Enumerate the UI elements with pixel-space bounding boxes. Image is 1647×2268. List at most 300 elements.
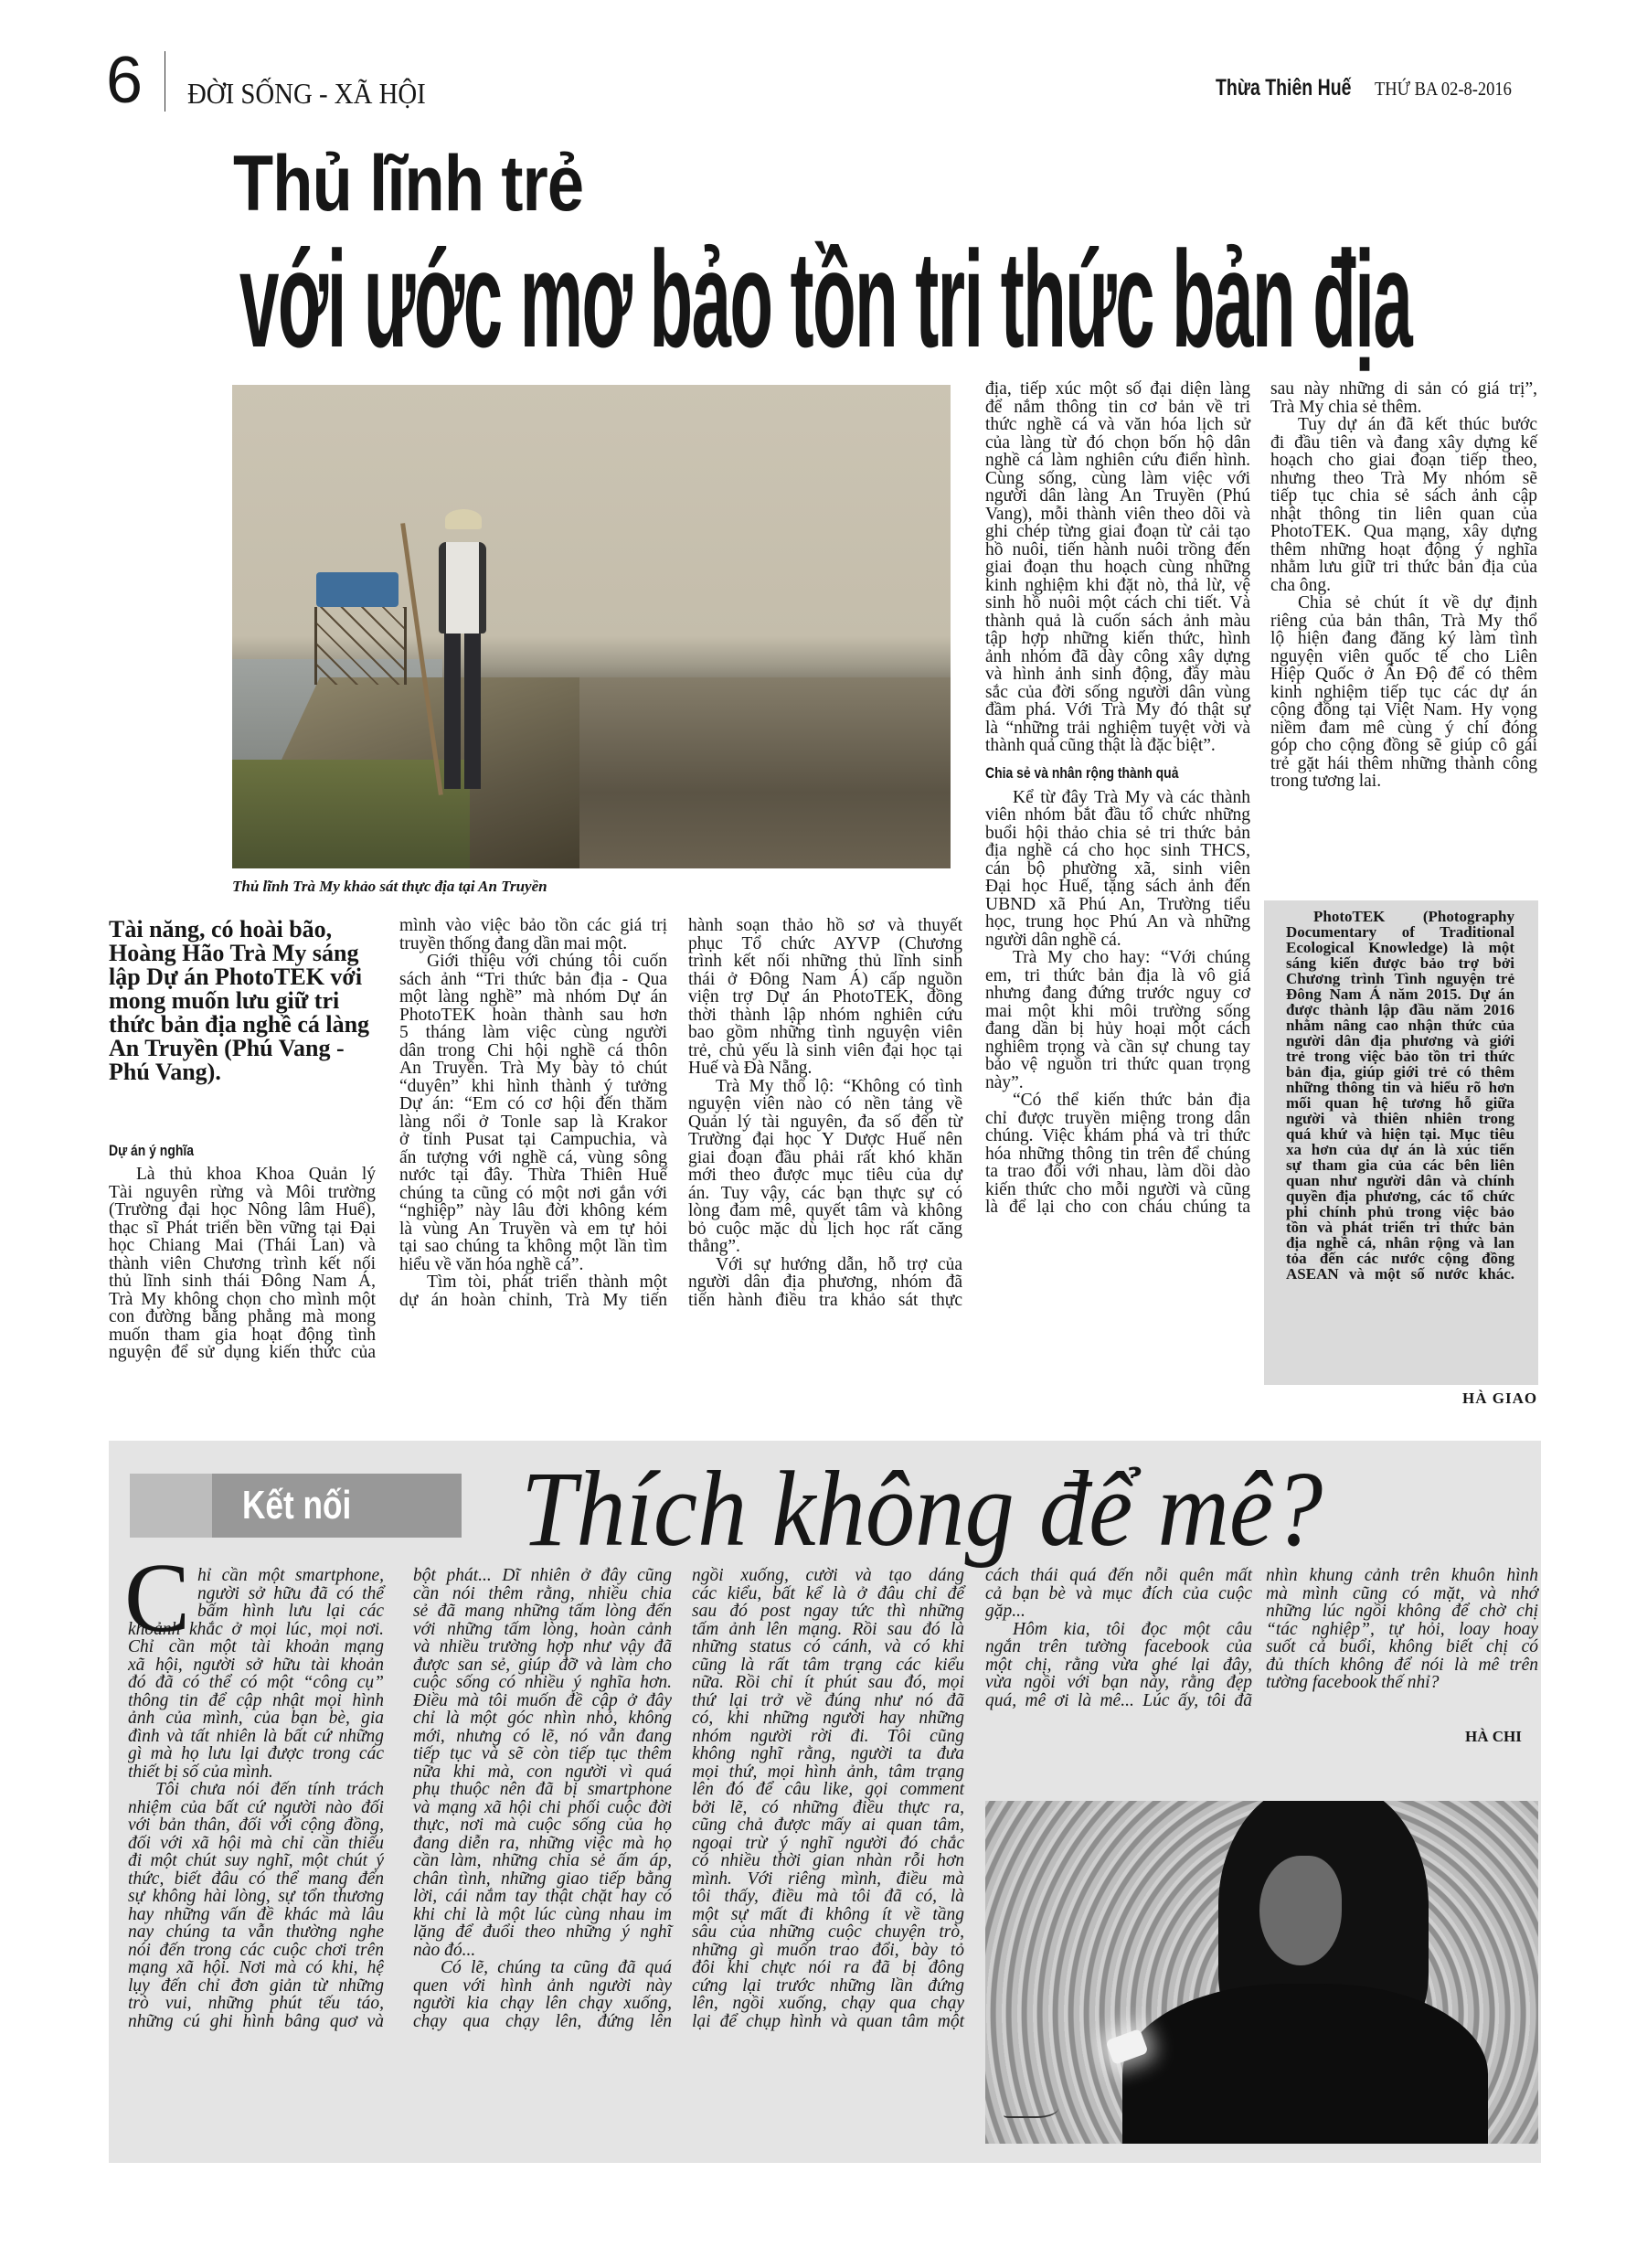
text-line: bởi lẽ, có những điều thực ra, [692, 1797, 964, 1817]
text-line: Documentary of Traditional [1286, 923, 1514, 941]
text-line: người và thiên nhiên trong [1286, 1110, 1514, 1127]
text-line: mới theo được mục tiêu của dự [688, 1166, 962, 1185]
text-line: “duyên” khi hình thành ý tưởng [399, 1076, 667, 1096]
text-line: Là thủ khoa Khoa Quản lý [136, 1165, 376, 1185]
text-line: nghiêm trọng và cần sự chung tay [985, 1037, 1250, 1057]
article-column [1266, 1565, 1538, 1690]
text-line: sách ảnh “Tri thức bản địa - Qua [399, 969, 667, 989]
text-line: đang dần bị hủy hoại một cách [985, 1019, 1250, 1039]
illustration-woman-with-phone [985, 1801, 1538, 2144]
text-line: Cùng sống, cùng làm việc với [985, 468, 1250, 488]
text-line: thực, nơi mà cuộc sống của họ [413, 1815, 672, 1835]
paragraph [985, 1565, 1252, 1619]
text-line: Trường đại học Y Dược Huế nên [688, 1130, 962, 1149]
text-line: để nắm thông tin cơ bản về tri [985, 397, 1250, 417]
text-line: cách thái quá đến nỗi quên mất [985, 1566, 1252, 1585]
text-line: Trà My không chọn cho mình một [109, 1289, 376, 1309]
text-line: PhotoTEK hoàn thành sau hơn [399, 1005, 667, 1025]
text-line: những cú ghi hình bâng quơ và [128, 2011, 384, 2031]
text-line: thái ở Đông Nam Á) cấp nguồn [688, 969, 962, 989]
text-line: những status có cánh, và có khi [692, 1637, 964, 1656]
byline: HÀ GIAO [1462, 1390, 1538, 1407]
text-line: mà mình cũng có mặt, và nhớ [1266, 1583, 1538, 1603]
text-line: này”. [985, 1072, 1024, 1092]
text-line: Có lẽ, chúng ta cũng đã quá [441, 1958, 672, 1977]
article-column [413, 1565, 672, 2031]
text-line: thêm những hoạt động ý nghĩa [1270, 539, 1537, 559]
text-line: Chỉ cần một tài khoản mạng [128, 1637, 384, 1656]
text-line: tôi thấy, điều mà tôi đã có, là [692, 1887, 964, 1906]
artist-signature [1004, 2093, 1058, 2118]
text-line: cộng đồng tại Việt Nam. Hy vọng [1270, 700, 1537, 719]
text-line: Ecological Knowledge) là một [1286, 939, 1514, 956]
text-line: UBND xã Phú An, Trường tiểu [985, 894, 1250, 914]
text-line: đôi khi chực nói ra đã bị đông [692, 1958, 964, 1977]
text-line: nhưng theo Trà My nhóm sẽ [1270, 468, 1537, 488]
text-line: Tôi chưa nói đến tính trách [155, 1780, 384, 1799]
text-line: tỏa đến các nước cộng đồng [1286, 1250, 1514, 1267]
text-line: giai đoạn đầu phải rất khó khăn [688, 1147, 962, 1167]
paragraph [1266, 1565, 1538, 1690]
text-line: viên nhóm bắt đầu tổ chức những [985, 805, 1250, 825]
text-line: những lúc ngồi không để chờ chị [1266, 1602, 1538, 1621]
text-line: tấm ảnh lên mạng. Rồi sau đó là [692, 1619, 964, 1639]
text-line: thành quả là cuốn sách ảnh màu [985, 611, 1250, 631]
text-line: người sở hữu đã có thể [197, 1583, 384, 1603]
text-line: đi một chút suy nghĩ, một chút ý [128, 1851, 384, 1870]
text-line: vừa ngồi với bạn này, rằng đẹp [985, 1673, 1252, 1692]
text-line: thành viên Chương trình kết nối [109, 1253, 376, 1273]
text-line: là “những trải nghiệm tuyệt vời và [985, 718, 1250, 738]
text-line: ảnh nhóm đã dày công xây dựng [985, 646, 1250, 666]
text-line: Điều mà tôi muốn đề cập ở đây [413, 1690, 672, 1710]
text-line: học Chiang Mai (Thái Lan) và [109, 1236, 376, 1256]
article-photo-fisher-woman [232, 385, 951, 868]
text-line: là vùng An Truyền và em tự hỏi [399, 1219, 667, 1239]
text-line: Dự án: “Em có cơ hội đến thăm [399, 1094, 667, 1113]
paragraph [985, 947, 1250, 1090]
text-line: nhóm người rời đi. Tôi cũng [692, 1726, 964, 1746]
text-line: sâu của những cuộc chuyện trò, [692, 1922, 964, 1942]
text-line: bản địa, giúp giới trẻ có thêm [1286, 1063, 1514, 1081]
paragraph [399, 1272, 667, 1310]
paragraph [1270, 378, 1537, 417]
text-line: Giới thiệu với chúng tôi cuốn [427, 952, 667, 971]
stilt-hut [316, 572, 398, 607]
text-line: riêng của bản thân, Trà My thổ [1270, 611, 1537, 631]
paragraph [124, 1544, 384, 1782]
text-line: trong tương lai. [1270, 772, 1382, 791]
text-line: An Truyền (Phú Vang - [109, 1035, 345, 1061]
silhouette-body [1122, 1984, 1488, 2144]
text-line: hiểu về văn hóa nghề cá”. [399, 1254, 584, 1274]
photo-caption: Thủ lĩnh Trà My khảo sát thực địa tại An Truyền [232, 878, 547, 895]
label-accent [130, 1474, 212, 1538]
text-line: Chương trình Tình nguyện trẻ [1286, 970, 1514, 987]
text-line: và hình ảnh sinh động, đầy màu [985, 665, 1250, 684]
text-line: nữa khi mà, con người vì quá [413, 1762, 672, 1782]
text-line: sáng kiến được bảo trợ bởi [1286, 954, 1514, 972]
text-line: thạc sĩ Phát triển bền vững tại Đại [109, 1218, 376, 1238]
text-line: có nhiều thời gian nhàn rỗi hơn [692, 1851, 964, 1870]
text-line: sự tham gia của các bên liên [1286, 1156, 1514, 1174]
text-line: hồ nuôi, tiến hành nuôi trồng đến [985, 539, 1250, 559]
text-line: và nhiều trường hợp như vậy đã [413, 1637, 672, 1656]
text-line: cũng chả được mấy ai quan tâm, [692, 1815, 964, 1835]
text-line: nghề cá làm nghiên cứu điển hình. [985, 451, 1250, 470]
text-line: mọi thứ, mọi hình ảnh, tâm trạng [692, 1762, 964, 1782]
text-line: là để lại cho con cháu chúng ta [985, 1198, 1250, 1218]
article-2-headline: Thích không để mê? [521, 1449, 1323, 1569]
text-line: Tài nguyên rừng và Môi trường [109, 1182, 376, 1202]
text-line: Với sự hướng dẫn, hỗ trợ của [716, 1254, 962, 1274]
text-line: mối quan hệ tương hỗ giữa [1286, 1094, 1514, 1112]
paragraph [1270, 414, 1537, 595]
info-box-text [1286, 908, 1514, 1281]
text-line: cần nói thêm rằng, nhiều chia [413, 1583, 672, 1603]
text-line: Hôm kia, tôi đọc một câu [1013, 1619, 1252, 1639]
text-line: nguyện để sử dụng kiến thức của [109, 1343, 376, 1363]
text-line: thành quả cũng thật là đặc biệt”. [985, 736, 1216, 755]
text-line: sau đó post ngay tức thì những [692, 1602, 964, 1621]
text-line: người dân địa phương và giới [1286, 1032, 1514, 1049]
text-line: Đông Nam Á năm 2015. Dự án [1286, 985, 1514, 1003]
text-line: sau này những di sản có giá trị”, [1270, 379, 1537, 399]
text-line: ASEAN và một số nước khác. [1286, 1265, 1514, 1283]
text-line: lặng để đuổi theo những ý nghĩ [413, 1922, 672, 1942]
text-line: quá, mê ơi là mê... Lúc ấy, tôi đã [985, 1690, 1252, 1710]
text-line: hỉ cần một smartphone, [197, 1566, 384, 1585]
text-line: phục Tổ chức AYVP (Chương [688, 933, 962, 953]
text-line: cứng lại trước những lần đứng [692, 1975, 964, 1996]
text-line: lòng đam mê, quyết tâm và không [688, 1201, 962, 1220]
text-line: sự không hài lòng, sự tổn thương [128, 1887, 384, 1906]
text-line: với những tấm lòng, hoàn cảnh [413, 1619, 672, 1639]
text-line: những thông tin và hiểu rõ hơn [1286, 1079, 1514, 1096]
paragraph [1270, 592, 1537, 789]
text-line: đình và tất nhiên là bất cứ những [128, 1726, 384, 1746]
text-line: đi đầu tiên và đang xây dựng kế [1270, 432, 1537, 453]
paragraph [688, 915, 962, 1076]
text-line: Tuy dự án đã kết thúc bước [1298, 415, 1537, 434]
info-box-phototek [1264, 900, 1538, 1385]
text-line: kinh nghiệm tiếp tục các dự án [1270, 682, 1537, 702]
text-line: quen với hình ảnh người này [413, 1975, 672, 1996]
text-line: nguyện viên nào có nền tảng về [688, 1094, 962, 1113]
text-line: xa hơn của dự án là xúc tiến [1286, 1141, 1514, 1158]
text-line: nguyện viên quốc tế cho Liên [1270, 646, 1537, 666]
text-line: cũng là rất tâm trạng các kiểu [692, 1655, 964, 1675]
text-line: nhìn khung cảnh trên khuôn hình [1266, 1566, 1538, 1585]
text-line: khi chỉ là một lúc cùng nhau im [413, 1904, 672, 1924]
headline-line-1: Thủ lĩnh trẻ [233, 140, 584, 228]
paragraph [985, 787, 1250, 948]
text-line: chúng. Việc khám phá và tri thức [985, 1126, 1250, 1146]
text-line: địa, tiếp xúc một số đại diện làng [985, 379, 1250, 399]
text-line: thời thành lập nhóm nghiên cứu [688, 1005, 962, 1025]
text-line: cha ông. [1270, 575, 1332, 595]
drop-cap: C [124, 1544, 191, 1653]
text-line: 5 tháng làm việc cùng người [399, 1023, 667, 1042]
text-line: hóa những thông tin trên để chúng [985, 1144, 1250, 1164]
text-line: trẻ gặt hái thêm những thành công [1270, 753, 1537, 773]
text-line: mạng xã hội. Nơi mà có khi, hệ [128, 1958, 384, 1977]
text-line: muốn tham gia hoạt động tình [109, 1325, 376, 1345]
text-line: những gì muốn trao đổi, bày tỏ [692, 1940, 964, 1960]
text-line: Hiệp Quốc ở Ấn Độ để có thêm [1270, 665, 1537, 684]
text-line: “tác nghiệp”, tự hỏi, loay hoay [1266, 1619, 1538, 1639]
text-line: ấn tượng với nghề cá, vùng sông [399, 1147, 667, 1167]
article-column [124, 1544, 384, 2031]
text-line: có, khi những người hay những [692, 1709, 964, 1728]
text-line: Tìm tòi, phát triển thành một [427, 1272, 667, 1292]
paragraph [692, 1565, 964, 2031]
text-line: góp cho cộng đồng sẽ giúp cô gái [1270, 736, 1537, 755]
stilts [314, 607, 407, 685]
text-line: “nghiệp” này lâu đời không kém [399, 1201, 667, 1220]
text-line: học, trung học Phú An và những [985, 912, 1250, 932]
text-line: xã hội, người sở hữu tài khoản [128, 1655, 384, 1675]
column-label: Kết nối [242, 1483, 352, 1528]
article-column [985, 1565, 1252, 1708]
mudflat [579, 677, 951, 868]
text-line: lập Dự án PhotoTEK với [109, 964, 363, 990]
text-line: tiếp tục chia sẻ sách ảnh cập [1270, 486, 1537, 506]
text-line: tại sao chúng ta không một lần tìm [399, 1237, 667, 1256]
text-line: sắc của đời sống người dân vùng [985, 682, 1250, 702]
text-line: địa nghề cá cho học sinh THCS, [985, 841, 1250, 861]
headline-line-2: với ước mơ bảo tồn tri thức bản địa [239, 222, 1412, 376]
text-line: hay những vấn đề khác mà lâu [128, 1904, 384, 1924]
text-line: suốt cả buổi, không biết chị có [1266, 1637, 1538, 1656]
paragraph [688, 1254, 962, 1308]
text-line: khoảnh khắc ở mọi lúc, mọi nơi. [128, 1619, 384, 1639]
paragraph [985, 378, 1250, 753]
text-line: Trà My chia sẻ thêm. [1270, 397, 1422, 417]
text-line: trẻ, chủ yếu là sinh viên đại học tại [688, 1040, 962, 1060]
text-line: quá khứ và hiện tại. Mục tiêu [1286, 1125, 1514, 1143]
text-line: cuộc sống có nhiều ý nghĩa hơn. [413, 1673, 672, 1692]
text-line: quyền địa phương, các tổ chức [1286, 1187, 1514, 1205]
article-column [109, 916, 376, 1363]
text-line: phi chính phủ trong việc bảo [1286, 1203, 1514, 1220]
text-line: tập hợp những kiến thức, hình [985, 629, 1250, 648]
text-line: người kia chạy lên chạy xuống, [413, 1994, 672, 2013]
text-line: trẻ trong việc bảo tồn tri thức [1286, 1048, 1514, 1065]
text-line: được san sẻ, giúp đỡ và làm cho [413, 1655, 672, 1675]
lead-paragraph [109, 917, 376, 1083]
text-line: nói đến trong các cuộc chơi trên [128, 1940, 384, 1960]
text-line: trò vui, những phút tếu táo, [128, 1994, 384, 2013]
text-line: chỉ là một góc nhìn nhỏ, không [413, 1709, 672, 1728]
text-line: nhằm nâng cao nhận thức của [1286, 1017, 1514, 1034]
text-line: làng nổi ở Tonle sap là Krakor [399, 1112, 667, 1132]
text-line: nữa. Rồi chỉ ít phút sau đó, mọi [692, 1673, 964, 1692]
text-line: ghi chép từng giai đoạn từ cải tạo [985, 522, 1250, 541]
text-line: án. Tuy vậy, các bạn thực sự có [688, 1183, 962, 1203]
text-line: của làng từ đó chọn bốn hộ dân [985, 432, 1250, 453]
text-line: PhotoTEK. Qua mạng, xây dựng [1270, 522, 1537, 541]
issue-date: THỨ BA 02-8-2016 [1375, 78, 1512, 100]
text-line: Đại học Huế, tặng sách ảnh đến [985, 877, 1250, 897]
paragraph [399, 915, 667, 951]
text-line: thẳng”. [688, 1237, 740, 1256]
text-line: thức nghề cá và văn hóa lịch sử [985, 415, 1250, 434]
paragraph [399, 951, 667, 1272]
text-line: Huế và Đà Nẵng. [688, 1059, 813, 1078]
text-line: gì mà họ lưu lại được trong các [128, 1744, 384, 1763]
text-line: Chia sẻ chút ít về dự định [1298, 593, 1537, 612]
text-line: một sự mất đi không ít về tầng [692, 1904, 964, 1924]
text-line: Trà My cho hay: “Với chúng [1013, 948, 1250, 968]
text-line: lên đó để câu like, gọi comment [692, 1780, 964, 1799]
text-line: chỉ được truyền miệng trong dân [985, 1108, 1250, 1128]
text-line: mình vào việc bảo tồn các giá trị [399, 916, 667, 935]
text-line: gặp... [985, 1602, 1025, 1621]
text-line: cán bộ phường xã, sinh viên [985, 858, 1250, 878]
text-line: mới, nhưng có lẽ, nó vẫn đang [413, 1726, 672, 1746]
text-line: em, tri thức bản địa là vô giá [985, 965, 1250, 985]
text-line: thức, biết đâu có thể mang đến [128, 1869, 384, 1889]
text-line: viện trợ Dự án PhotoTEK, đồng [688, 987, 962, 1006]
person-legs [444, 634, 481, 789]
byline: HÀ CHI [1465, 1728, 1522, 1745]
text-line: người dân địa phương, nhóm đã [688, 1272, 962, 1292]
text-line: đó đã có thể có một “công cụ” [128, 1673, 384, 1692]
text-line: An Truyền. Trà My bày tỏ chút [399, 1059, 667, 1078]
text-line: thức bản địa nghề cá làng [109, 1011, 370, 1038]
text-line: với bản thân, đối với cộng đồng, [128, 1815, 384, 1835]
text-line: bao gồm những tình nguyện viên [688, 1023, 962, 1042]
text-line: thứ lại trở về đúng như nó đã [692, 1690, 964, 1710]
paragraph [985, 1090, 1250, 1218]
text-line: chạy qua chạy lên, đứng lên [413, 2011, 672, 2031]
text-line: địa nghề cá, nhân rộng và lan [1286, 1234, 1514, 1251]
text-line: nhiệm của bất cứ người nào đối [128, 1797, 384, 1817]
text-line: ta trao đổi với nhau, làm dồi dào [985, 1162, 1250, 1182]
text-line: lộ hiện đang đăng ký làm tình [1270, 629, 1537, 648]
text-line: người dân làng An Truyền (Phú [985, 486, 1250, 506]
article-column [692, 1565, 964, 2031]
text-line: tường facebook thế nhỉ? [1266, 1673, 1440, 1692]
text-line: một chị, rằng vừa ghé lại đây, [985, 1655, 1252, 1675]
grass [232, 760, 470, 868]
text-line: dân trong Chi hội nghề cá thôn [399, 1040, 667, 1060]
face-profile [1259, 1856, 1342, 1965]
paragraph [128, 1779, 384, 2031]
text-line: sinh hồ nuôi một cách chi tiết. Và [985, 593, 1250, 612]
text-line: phụ thuộc nên đã bị smartphone [413, 1780, 672, 1799]
newspaper-name: Thừa Thiên Huế [1216, 75, 1352, 101]
text-line: hoạch cho giai đoạn tiếp theo, [1270, 451, 1537, 470]
text-line: đang diễn ra, những việc mà họ [413, 1833, 672, 1853]
paragraph [109, 1164, 376, 1363]
paragraph [688, 1076, 962, 1254]
text-line: bột phát... Dĩ nhiên ở đây cũng [413, 1566, 672, 1585]
text-line: dự án hoàn chỉnh, Trà My tiến [399, 1290, 667, 1310]
text-line: và mạng xã hội chi phối cuộc đời [413, 1797, 672, 1817]
text-line: PhotoTEK (Photography [1313, 908, 1514, 925]
text-line: mai một khi môi trường sống [985, 1001, 1250, 1021]
text-line: thiết bị số của mình. [128, 1762, 273, 1782]
text-line: Trà My thổ lộ: “Không có tình [716, 1076, 962, 1096]
text-line: bấm hình lưu lại các [197, 1602, 384, 1621]
text-line: lên, ngồi xuống, chạy qua chạy [692, 1994, 964, 2013]
text-line: (Trường đại học Nông lâm Huế), [109, 1200, 376, 1220]
article-column [1270, 378, 1537, 789]
text-line: bỏ cuộc mặc dù lịch học rất căng [688, 1219, 962, 1239]
text-line: hành soạn thảo hồ sơ và thuyết [688, 916, 962, 935]
text-line: kiến thức cho mỗi người và cũng [985, 1179, 1250, 1199]
text-line: thủ lĩnh sinh thái Đông Nam Á, [109, 1272, 376, 1292]
text-line: con đường bằng phẳng mà mong [109, 1307, 376, 1327]
text-line: đủ thích không để nói là mê trên [1266, 1655, 1538, 1675]
text-line: “Có thể kiến thức bản địa [1013, 1091, 1250, 1111]
text-line: thông tin để cập nhật mọi hình [128, 1690, 384, 1710]
text-line: ảnh của mình, của bạn bè, gia [128, 1709, 384, 1728]
text-line: ngắn trên tường facebook của [985, 1637, 1252, 1656]
text-line: chân tình, những giao tiếp bằng [413, 1869, 672, 1889]
text-line: được thành lập đầu năm 2016 [1286, 1001, 1514, 1018]
text-line: buổi hội thảo chia sẻ tri thức bản [985, 823, 1250, 843]
text-line: Kể từ đây Trà My và các thành [1013, 787, 1250, 807]
text-line: nước tại đây. Thừa Thiên Huế [399, 1166, 667, 1185]
text-line: mong muốn lưu giữ tri [109, 987, 340, 1014]
text-line: Hoàng Hão Trà My sáng [109, 940, 359, 966]
text-line: quan như người dân và chính [1286, 1172, 1514, 1189]
person-body [439, 542, 486, 634]
text-line: nhật thông tin liên quan của [1270, 504, 1537, 524]
text-line: mình. Với riêng mình, điều mà [692, 1869, 964, 1889]
text-line: đối với xã hội mà chỉ cần thiếu [128, 1833, 384, 1853]
text-line: ngồi xuống, cười và tạo dáng [692, 1566, 964, 1585]
text-line: đầm phá. Với Trà My đó thật sự [985, 700, 1250, 719]
text-line: nhưng đang đứng trước nguy cơ [985, 984, 1250, 1004]
paragraph [1286, 908, 1514, 1281]
text-line: nào đó... [413, 1940, 476, 1960]
text-line: trình kết nối những thủ lĩnh sinh [688, 952, 962, 971]
text-line: nhằm lưu giữ tri thức bản địa của [1270, 558, 1537, 577]
article-column [399, 915, 667, 1310]
text-line: nay chúng ta vẫn thường nghe [128, 1922, 384, 1942]
text-line: bảo vệ nguồn tri thức quan trọng [985, 1055, 1250, 1075]
text-line: tồn và phát triển tri thức bản [1286, 1219, 1514, 1236]
text-line: lụy đến chỉ đơn giản từ những [128, 1975, 384, 1996]
text-line: chúng ta cũng có một nơi gắn với [399, 1183, 667, 1203]
text-line: Tài năng, có hoài bão, [109, 916, 333, 942]
article-column [985, 378, 1250, 1218]
text-line: một làng nghề” mà nhóm Dự án [399, 987, 667, 1006]
text-line: niềm đam mê cùng ý chí đóng [1270, 718, 1537, 738]
paragraph [413, 1565, 672, 1960]
subheading: Dự án ý nghĩa [109, 1142, 194, 1159]
text-line: người dân nghề cá. [985, 930, 1121, 950]
text-line: tiếp tục và sẽ còn tiếp tục thêm [413, 1744, 672, 1763]
text-line: ở tỉnh Pusat tại Campuchia, và [399, 1130, 667, 1149]
text-line: lại để chụp hình và quan tâm một [692, 2011, 964, 2031]
text-line: cần làm, những chia sẻ ấm áp, [413, 1851, 672, 1870]
person-hat [445, 509, 482, 529]
page-number: 6 [106, 44, 143, 117]
text-line: Vang), mỗi thành viên theo dõi và [985, 504, 1250, 524]
text-line: ngoại trừ ý nghĩ người đó chắc [692, 1833, 964, 1853]
text-line: Phú Vang). [109, 1059, 221, 1085]
text-line: giai đoạn thu hoạch cùng những [985, 558, 1250, 577]
section-title: ĐỜI SỐNG - XÃ HỘI [187, 77, 426, 110]
subheading: Chia sẻ và nhân rộng thành quả [985, 763, 1179, 782]
text-line: kinh nghiệm khi đặt nò, thả lừ, vệ [985, 575, 1250, 595]
text-line: sẻ đã mang những tấm lòng đến [413, 1602, 672, 1621]
